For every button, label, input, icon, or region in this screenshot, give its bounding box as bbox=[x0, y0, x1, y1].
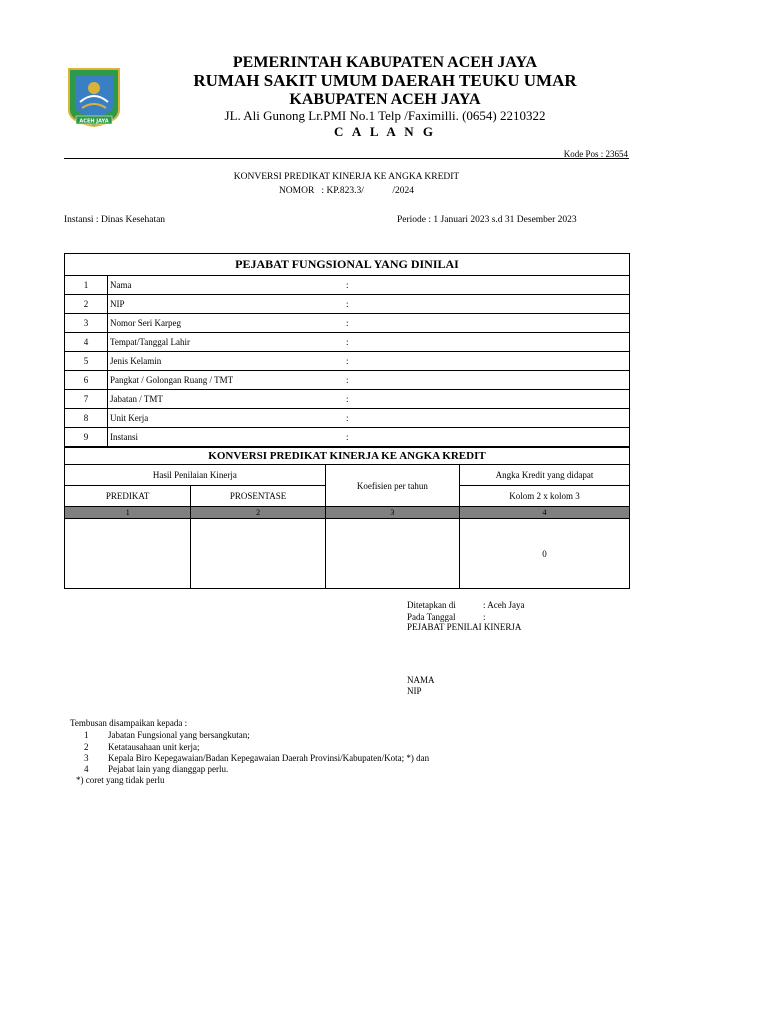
table-row: 4 Tempat/Tanggal Lahir : bbox=[65, 333, 630, 352]
angka-header: Angka Kredit yang didapat bbox=[460, 465, 630, 486]
header-regency: KABUPATEN ACEH JAYA bbox=[289, 91, 481, 108]
col-number: 2 bbox=[191, 507, 325, 519]
konversi-table bbox=[64, 447, 630, 589]
ditetapkan-label: Ditetapkan di bbox=[407, 600, 456, 610]
value-field[interactable] bbox=[627, 390, 629, 409]
value-field[interactable] bbox=[627, 276, 629, 295]
header-hospital: RUMAH SAKIT UMUM DAERAH TEUKU UMAR bbox=[193, 71, 577, 90]
table-row: 7 Jabatan / TMT : bbox=[65, 390, 630, 409]
value-field[interactable] bbox=[627, 314, 629, 333]
koefisien-cell[interactable] bbox=[325, 519, 459, 589]
predikat-cell[interactable] bbox=[65, 519, 191, 589]
table-row: 9 Instansi : bbox=[65, 428, 630, 447]
regency-logo bbox=[66, 66, 122, 128]
header-address: JL. Ali Gunong Lr.PMI No.1 Telp /Faximilli. (0654) 2210322 bbox=[224, 108, 546, 123]
value-field[interactable] bbox=[627, 409, 629, 428]
value-field[interactable] bbox=[627, 295, 629, 314]
footnote: *) coret yang tidak perlu bbox=[76, 775, 165, 785]
pejabat-penilai: PEJABAT PENILAI KINERJA bbox=[407, 622, 522, 632]
table-row: 5 Jenis Kelamin : bbox=[65, 352, 630, 371]
pejabat-title: PEJABAT FUNGSIONAL YANG DINILAI bbox=[65, 254, 630, 276]
header-city: C A L A N G bbox=[334, 124, 436, 139]
predikat-header: PREDIKAT bbox=[65, 486, 191, 507]
value-field[interactable] bbox=[627, 428, 629, 447]
value-field[interactable] bbox=[627, 333, 629, 352]
table-row: 1 Nama : bbox=[65, 276, 630, 295]
pejabat-table bbox=[64, 253, 630, 447]
list-item: Ketatausahaan unit kerja; bbox=[108, 742, 200, 752]
instansi: Instansi : Dinas Kesehatan bbox=[64, 215, 166, 225]
svg-text:ACEH JAYA: ACEH JAYA bbox=[79, 118, 109, 125]
value-field[interactable] bbox=[627, 371, 629, 390]
table-row: 2 NIP : bbox=[65, 295, 630, 314]
col-number: 3 bbox=[325, 507, 459, 519]
signer-name: NAMA bbox=[407, 675, 435, 685]
koefisien-header: Koefisien per tahun bbox=[325, 465, 459, 507]
angka-kredit-value: 0 bbox=[460, 519, 630, 589]
tanggal-label: Pada Tanggal bbox=[407, 612, 456, 622]
hasil-header: Hasil Penilaian Kinerja bbox=[65, 465, 326, 486]
table-row: 6 Pangkat / Golongan Ruang / TMT : bbox=[65, 371, 630, 390]
signer-nip: NIP bbox=[407, 686, 422, 696]
kolom-header: Kolom 2 x kolom 3 bbox=[460, 486, 630, 507]
header-divider bbox=[64, 158, 629, 159]
table-row: 3 Nomor Seri Karpeg : bbox=[65, 314, 630, 333]
list-item: Jabatan Fungsional yang bersangkutan; bbox=[108, 730, 250, 740]
postal-code: Kode Pos : 23654 bbox=[563, 149, 628, 159]
document-title: KONVERSI PREDIKAT KINERJA KE ANGKA KREDIT bbox=[233, 172, 460, 182]
value-field[interactable] bbox=[627, 352, 629, 371]
col-number: 4 bbox=[460, 507, 630, 519]
ditetapkan-value: : Aceh Jaya bbox=[483, 600, 525, 610]
tanggal-value: : bbox=[483, 612, 486, 622]
prosentase-cell[interactable] bbox=[191, 519, 325, 589]
prosentase-header: PROSENTASE bbox=[191, 486, 325, 507]
table-row: 8 Unit Kerja : bbox=[65, 409, 630, 428]
document-number: NOMOR : KP.823.3/ /2024 bbox=[278, 186, 415, 196]
list-item: Kepala Biro Kepegawaian/Badan Kepegawaian Daerah Provinsi/Kabupaten/Kota; *) dan bbox=[108, 753, 430, 763]
header-government: PEMERINTAH KABUPATEN ACEH JAYA bbox=[232, 54, 538, 71]
list-item: Pejabat lain yang dianggap perlu. bbox=[108, 764, 229, 774]
col-number: 1 bbox=[65, 507, 191, 519]
konversi-title: KONVERSI PREDIKAT KINERJA KE ANGKA KREDIT bbox=[65, 448, 630, 465]
tembusan-title: Tembusan disampaikan kepada : bbox=[70, 718, 188, 728]
periode: Periode : 1 Januari 2023 s.d 31 Desember 2023 bbox=[397, 215, 577, 225]
